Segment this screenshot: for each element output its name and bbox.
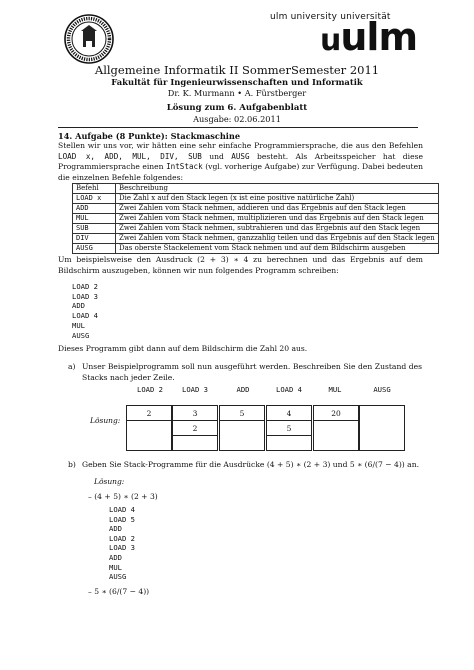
stack-cell: 2 [173, 421, 217, 436]
stack-state-box [126, 405, 172, 451]
intro-commands: LOAD x, ADD, MUL, DIV, SUB [58, 151, 202, 161]
description-cell: Zwei Zahlen vom Stack nehmen, addieren und das Ergebnis auf den Stack legen [116, 204, 439, 214]
stack-column-header: LOAD 2 [137, 385, 163, 394]
stack-column-header: AUSG [373, 385, 391, 394]
document-title: Allgemeine Informatik II SommerSemester 2011 [94, 63, 380, 77]
sheet-title: Lösung zum 6. Aufgabenblatt [166, 103, 308, 113]
stack-cell: 3 [173, 406, 217, 421]
command-table [72, 183, 439, 254]
authors-line: Dr. K. Murmann • A. Fürstberger [167, 88, 307, 98]
table-row [73, 234, 439, 244]
table-row [73, 214, 439, 224]
header-divider [58, 127, 418, 128]
command-cell: MUL [73, 214, 116, 224]
example-result: Dieses Programm gibt dann auf dem Bildschirm die Zahl 20 aus. [58, 344, 308, 353]
stack-cell: 5 [267, 421, 311, 436]
stack-column-header: ADD [236, 385, 250, 394]
stack-cell: 20 [314, 406, 358, 421]
command-cell: LOAD x [73, 194, 116, 204]
solution-item-1: – (4 + 5) ∗ (2 + 3) [88, 492, 158, 501]
intro-intstack: IntStack [166, 162, 203, 171]
part-a-question [68, 362, 422, 383]
description-cell: Die Zahl x auf den Stack legen (x ist eine positive natürliche Zahl) [116, 194, 439, 204]
intro-ausg: AUSG [231, 151, 250, 161]
description-cell: Zwei Zahlen vom Stack nehmen, subtrahieren und das Ergebnis auf den Stack legen [116, 224, 439, 234]
part-b-text: Geben Sie Stack-Programme für die Ausdrücke (4 + 5) ∗ (2 + 3) und 5 ∗ (6/(7 − 4)) an. [82, 460, 419, 469]
table-row [73, 244, 439, 254]
task-intro [58, 141, 423, 183]
stack-state-box [172, 405, 218, 451]
university-wordmark-small: ulm university universität [270, 12, 391, 22]
stack-column-header: LOAD 4 [276, 385, 302, 394]
command-cell: SUB [73, 224, 116, 234]
intro-text-2: besteht. Als Arbeitsspeicher hat diese Programmiersprache einen [58, 151, 423, 171]
part-b-solution-label: Lösung: [94, 477, 125, 486]
task-heading: 14. Aufgabe (8 Punkte): Stackmaschine [58, 131, 241, 141]
example-intro: Um beispielsweise den Ausdruck (2 + 3) ∗ 4 zu berechnen und das Ergebnis auf dem Bildschirm auszugeben, können wir nun folgendes Programm schreiben: [58, 255, 423, 275]
stack-state-box [359, 405, 405, 451]
stack-state-box [266, 405, 312, 451]
issue-date: Ausgabe: 02.06.2011 [193, 114, 281, 124]
table-row [73, 194, 439, 204]
stack-state-box [313, 405, 359, 451]
solution-program-1: LOAD 4 LOAD 5 ADD LOAD 2 LOAD 3 ADD MUL AUSG [109, 505, 135, 582]
logo-prefix: u [320, 23, 341, 58]
solution-item-2: – 5 ∗ (6/(7 − 4)) [88, 587, 150, 596]
command-cell: ADD [73, 204, 116, 214]
command-cell: AUSG [73, 244, 116, 254]
logo-text: ulm [340, 15, 418, 59]
stack-state-box [219, 405, 265, 451]
part-a-label: a) [68, 362, 76, 371]
description-cell: Das oberste Stackelement vom Stack nehmen und auf dem Bildschirm ausgeben [116, 244, 439, 254]
stack-cell: 2 [127, 406, 171, 421]
command-cell: DIV [73, 234, 116, 244]
part-b-question [68, 460, 422, 471]
stack-column-header: MUL [328, 385, 342, 394]
description-cell: Zwei Zahlen vom Stack nehmen, multiplizieren und das Ergebnis auf den Stack legen [116, 214, 439, 224]
university-seal-logo [64, 14, 114, 64]
part-b-label: b) [68, 460, 76, 469]
stack-cell: 4 [267, 406, 311, 421]
intro-text-1: Stellen wir uns vor, wir hätten eine sehr einfache Programmiersprache, die aus den Befehlen [58, 141, 423, 150]
description-cell: Zwei Zahlen vom Stack nehmen, ganzzahlig teilen und das Ergebnis auf den Stack legen [116, 234, 439, 244]
university-wordmark-logo [320, 15, 418, 60]
table-header-row [73, 184, 439, 194]
intro-text-3: (vgl. vorherige Aufgabe) zur Verfügung. Dabei bedeuten die einzelnen Befehle folgendes: [58, 162, 423, 182]
intro-and: und [201, 151, 232, 161]
stack-column-header: LOAD 3 [182, 385, 208, 394]
faculty-line: Fakultät für Ingenieurwissenschaften und Informatik [111, 77, 363, 87]
part-a-text: Unser Beispielprogramm soll nun ausgeführt werden. Beschreiben Sie den Zustand des Stacks nach jeder Zeile. [82, 362, 422, 382]
example-program: LOAD 2 LOAD 3 ADD LOAD 4 MUL AUSG [72, 282, 98, 340]
table-row [73, 224, 439, 234]
table-header-cell: Befehl [73, 184, 116, 194]
stack-cell: 5 [220, 406, 264, 421]
table-row [73, 204, 439, 214]
part-a-solution-label: Lösung: [90, 416, 121, 425]
table-header-cell: Beschreibung [116, 184, 439, 194]
